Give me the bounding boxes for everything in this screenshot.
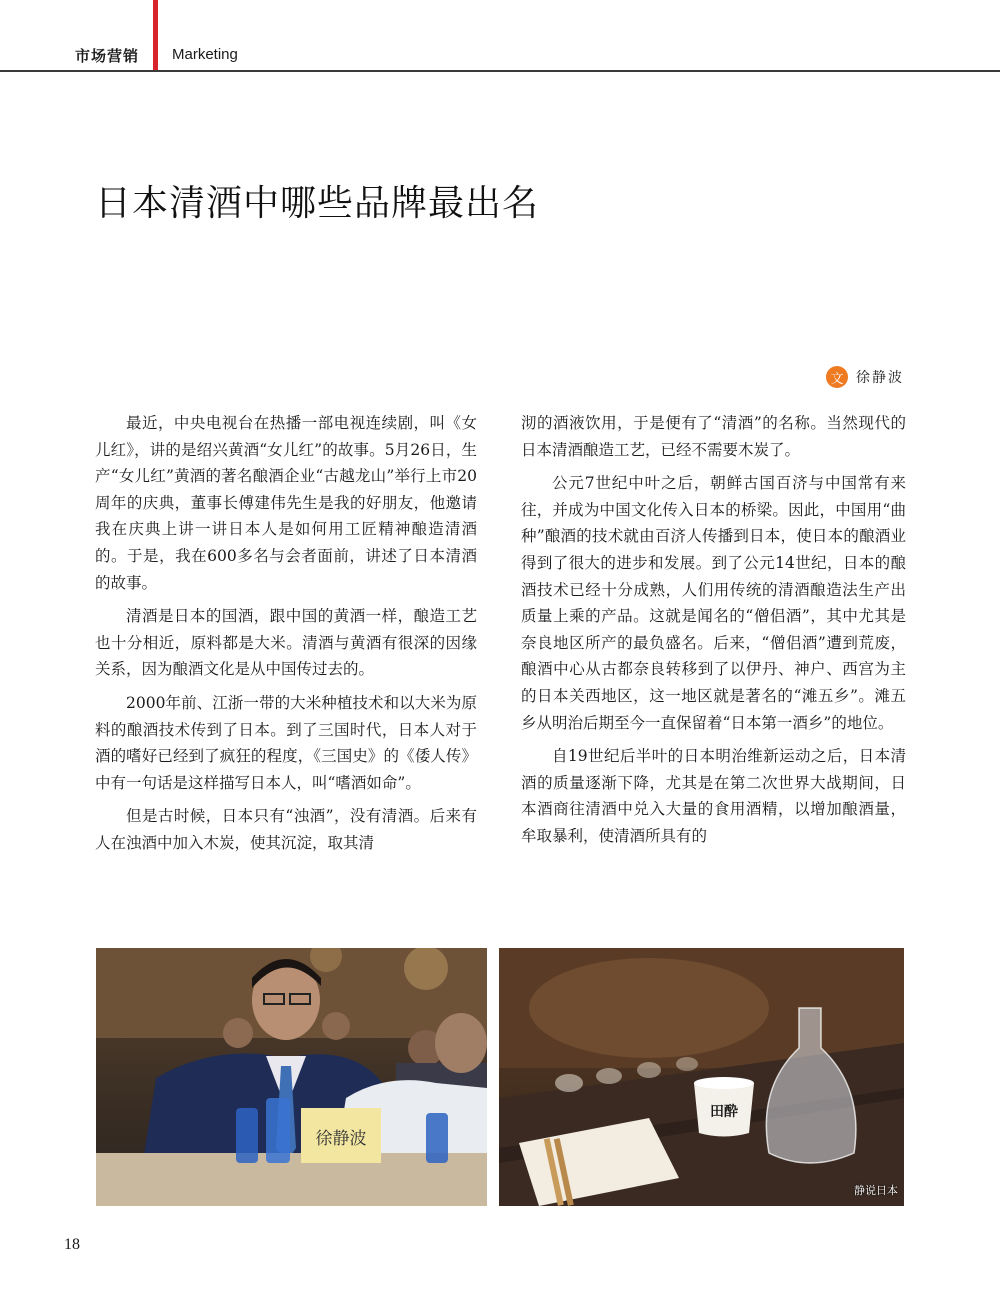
author-name: 徐静波	[856, 370, 904, 386]
event-audience-photo	[96, 948, 487, 1206]
paragraph: 自19世纪后半叶的日本明治维新运动之后，日本清酒的质量逐渐下降，尤其是在第二次世界大战期间，日本酒商往清酒中兑入大量的食用酒精，以增加酿酒量，牟取暴利，使清酒所具有的	[521, 747, 906, 845]
paragraph: 最近，中央电视台在热播一部电视连续剧，叫《女儿红》，讲的是绍兴黄酒“女儿红”的故事。5月26日，生产“女儿红”黄酒的著名酿酒企业“古越龙山”举行上市20周年的庆典，董事长傅建伟先生是我的好朋友，他邀请我在庆典上讲一讲日本人是如何用工匠精神酿造清酒的。于是，我在600多名与会者面前，讲述了日本清酒的故事。	[95, 414, 477, 592]
header-rule	[0, 70, 1000, 72]
water-bottle	[426, 1113, 448, 1163]
section-label-en: Marketing	[172, 46, 238, 63]
sake-table-photo	[499, 948, 904, 1206]
paragraph: 清酒是日本的国酒，跟中国的黄酒一样，酿造工艺也十分相近，原料都是大米。清酒与黄酒有很深的因缘关系，因为酿酒文化是从中国传过去的。	[95, 607, 477, 679]
water-bottle	[266, 1098, 290, 1163]
cup-blurred	[596, 1068, 622, 1084]
header-accent-bar	[153, 0, 158, 70]
page-number: 18	[64, 1236, 80, 1253]
paragraph: 2000年前、江浙一带的大米种植技术和以大米为原料的酿酒技术传到了日本。到了三国时代，日本人对于酒的嗜好已经到了疯狂的程度，《三国史》的《倭人传》中有一句话是这样描写日本人，叫“嗜酒如命”。	[95, 693, 477, 792]
water-bottle	[236, 1108, 258, 1163]
article-title: 日本清酒中哪些品牌最出名	[95, 183, 540, 224]
sake-cup-label: 田酔	[710, 1104, 738, 1120]
attendee-head	[223, 1018, 253, 1048]
paragraph-continuation: 沏的酒液饮用，于是便有了“清酒”的名称。当然现代的日本清酒酿造工艺，已经不需要木炭了。	[521, 414, 906, 459]
paragraph: 公元7世纪中叶之后，朝鲜古国百济与中国常有来往，并成为中国文化传入日本的桥梁。因此，中国用“曲种”酿酒的技术就由百济人传播到日本，使日本的酿酒业得到了很大的进步和发展。到了公元14世纪，日本的酿酒技术已经十分成熟，人们用传统的清酒酿造法生产出质量上乘的产品。这就是闻名的“僧侣酒”，其中尤其是奈良地区所产的最负盛名。后来，“僧侣酒”遭到荒废，酿酒中心从古都奈良转移到了以伊丹、神户、西宫为主的日本关西地区，这一地区就是著名的“滩五乡”。滩五乡从明治后期至今一直保留着“日本第一酒乡”的地位。	[521, 474, 906, 732]
cup-blurred	[555, 1074, 583, 1092]
article-column-right	[521, 410, 906, 857]
paragraph: 但是古时候，日本只有“浊酒”，没有清酒。后来有人在浊酒中加入木炭，使其沉淀，取其清	[95, 807, 477, 852]
attendee-head	[322, 1012, 350, 1040]
sake-table-illustration	[499, 948, 904, 1206]
event-audience-illustration	[96, 948, 487, 1206]
cup-blurred	[676, 1057, 698, 1071]
cup-blurred	[637, 1062, 661, 1078]
byline-mark: 文	[826, 366, 848, 388]
sake-cup-rim	[694, 1077, 754, 1089]
warm-glow	[529, 958, 769, 1058]
ceiling-light	[404, 948, 448, 990]
byline	[826, 366, 904, 388]
section-label-cn: 市场营销	[75, 47, 140, 65]
attendee-head	[435, 1013, 487, 1073]
nameplate-text: 徐静波	[315, 1129, 367, 1149]
photo-watermark: 静说日本	[854, 1184, 898, 1197]
article-column-left	[95, 410, 477, 864]
